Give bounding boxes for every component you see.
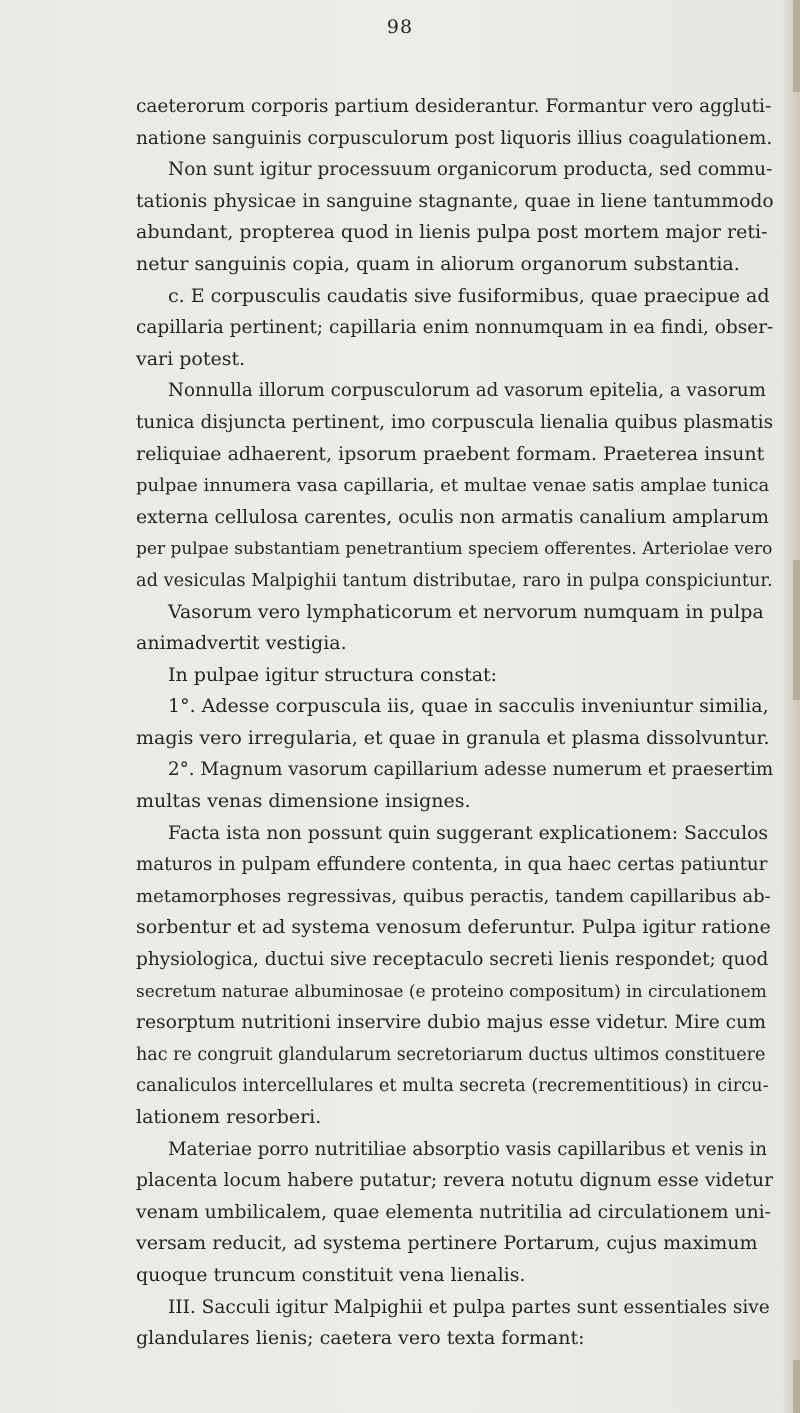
text-line: Materiae porro nutritiliae absorptio vasis capillaribus et venis in — [168, 1138, 767, 1160]
text-line: Vasorum vero lymphaticorum et nervorum numquam in pulpa — [168, 600, 764, 623]
text-line: externa cellulosa carentes, oculis non armatis canalium amplarum — [136, 506, 769, 528]
text-line: venam umbilicalem, quae elementa nutritilia ad circulationem uni- — [136, 1201, 772, 1223]
text-line: physiologica, ductui sive receptaculo secreti lienis respondet; quod — [136, 949, 769, 971]
text-line: animadvertit vestigia. — [136, 632, 347, 655]
page-edge-tab — [793, 1360, 800, 1413]
text-line: natione sanguinis corpusculorum post liquoris illius coagulationem. — [136, 127, 773, 149]
text-line: 1°. Adesse corpuscula iis, quae in sacculis inveniuntur similia, — [168, 695, 769, 718]
text-line: abundant, propterea quod in lienis pulpa post mortem major reti- — [136, 221, 768, 244]
text-line: per pulpae substantiam penetrantium speciem offerentes. Arteriolae vero — [136, 539, 773, 560]
text-line: Facta ista non possunt quin suggerant explicationem: Sacculos — [168, 822, 768, 844]
body-text — [136, 91, 774, 1355]
text-line: capillaria pertinent; capillaria enim nonnumquam in ea findi, obser- — [136, 317, 774, 339]
text-line: Nonnulla illorum corpusculorum ad vasorum epitelia, a vasorum — [168, 380, 766, 402]
text-line: versam reducit, ad systema pertinere Portarum, cujus maximum — [136, 1232, 758, 1255]
text-line: c. E corpusculis caudatis sive fusiformibus, quae praecipue ad — [168, 284, 770, 307]
text-line: ad vesiculas Malpighii tantum distributae, raro in pulpa conspiciuntur. — [136, 570, 773, 591]
text-line: metamorphoses regressivas, quibus peractis, tandem capillaribus ab- — [136, 885, 771, 907]
text-line: lationem resorberi. — [136, 1106, 322, 1128]
text-line: canaliculos intercellulares et multa secreta (recrementitious) in circu- — [136, 1076, 769, 1097]
page-edge — [782, 0, 800, 1413]
text-line: maturos in pulpam effundere contenta, in qua haec certas patiuntur — [136, 854, 768, 876]
text-line: 2°. Magnum vasorum capillarium adesse numerum et praesertim — [168, 759, 774, 781]
text-line: multas venas dimensione insignes. — [136, 790, 471, 813]
text-line: Non sunt igitur processuum organicorum producta, sed commu- — [168, 159, 773, 181]
text-line: secretum naturae albuminosae (e proteino compositum) in circulationem — [136, 981, 767, 1002]
text-line: tationis physicae in sanguine stagnante, quae in liene tantummodo — [136, 190, 774, 212]
text-line: magis vero irregularia, et quae in granula et plasma dissolvuntur. — [136, 726, 770, 749]
text-line: tunica disjuncta pertinent, imo corpuscula lienalia quibus plasmatis — [136, 411, 774, 433]
text-line: netur sanguinis copia, quam in aliorum organorum substantia. — [136, 252, 740, 275]
text-line: reliquiae adhaerent, ipsorum praebent formam. Praeterea insunt — [136, 442, 765, 465]
page-number: 98 — [386, 16, 414, 38]
text-line: caeterorum corporis partium desiderantur. Formantur vero aggluti- — [136, 96, 772, 117]
text-line: resorptum nutritioni inservire dubio majus esse videtur. Mire cum — [136, 1012, 766, 1034]
text-line: In pulpae igitur structura constat: — [168, 663, 498, 686]
text-line: pulpae innumera vasa capillaria, et multae venae satis amplae tunica — [136, 475, 770, 497]
text-line: vari potest. — [136, 347, 246, 370]
page-edge-tab — [793, 0, 800, 92]
text-line: quoque truncum constituit vena lienalis. — [136, 1263, 526, 1286]
text-line: III. Sacculi igitur Malpighii et pulpa partes sunt essentiales sive — [168, 1296, 770, 1318]
text-line: glandulares lienis; caetera vero texta formant: — [136, 1327, 585, 1350]
text-line: sorbentur et ad systema venosum deferuntur. Pulpa igitur ratione — [136, 916, 771, 939]
page-edge-tab — [793, 560, 800, 700]
text-line: hac re congruit glandularum secretoriarum ductus ultimos constituere — [136, 1044, 766, 1065]
text-line: placenta locum habere putatur; revera notutu dignum esse videtur — [136, 1170, 774, 1192]
